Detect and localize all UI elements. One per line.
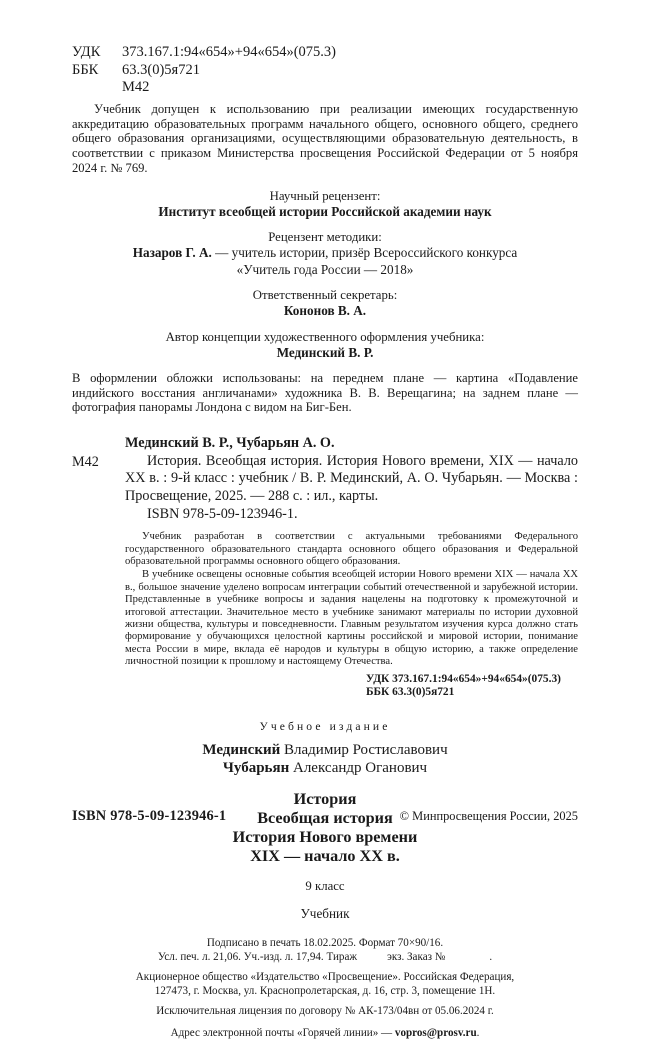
footer-copyright: © Минпросвещения России, 2025 [399,809,578,823]
imprint-line-2-b: экз. Заказ № [387,950,446,963]
hotline-email-line [72,1026,578,1040]
method-reviewer-rest: — учитель истории, призёр Всероссийского конкурса [211,245,518,261]
approval-paragraph: Учебник допущен к использованию при реализации имеющих государственную аккредитацию образовательных программ начального общего, основного общего, среднего общего образования организациями, осуществляющими образовательную деятельность, в соответствии с приказом Министерства просвещения Российской Федерации от 5 ноября 2024 г. № 769. [72,102,578,175]
bbk-value: 63.3(0)5я721 [122,61,200,78]
method-reviewer-name: Назаров Г. А. [132,245,212,261]
method-reviewer-line [72,245,578,262]
bbk-label: ББК [72,61,99,78]
classification-codes [72,44,336,97]
author-mark: М42 [122,79,150,95]
edition-authors [72,741,578,778]
publisher-line-2: 127473, г. Москва, ул. Краснопролетарская, д. 16, стр. 3, помещение 1Н. [154,985,496,998]
license-line: Исключительная лицензия по договору № АК-173/04вн от 05.06.2024 г. [156,1005,494,1018]
title-line-1: История [293,789,357,808]
email-suffix: . [476,1026,480,1039]
edition-title [72,790,578,867]
title-line-2: Всеобщая история [257,808,393,827]
edition-author-1-given: Владимир Ростиславович [280,741,448,758]
publisher-address [72,970,578,998]
secretary-label: Ответственный секретарь: [252,288,398,303]
publisher-line-1: Акционерное общество «Издательство «Просвещение». Российская Федерация, [135,970,515,983]
edition-book-kind: Учебник [300,905,350,921]
secretary-name: Кононов В. А. [283,303,367,319]
method-reviewer-contest: «Учитель года России — 2018» [236,261,414,277]
title-line-3: История Нового времени [232,828,418,847]
page-footer [72,808,578,825]
imprint-line-2-a: Усл. печ. л. 21,06. Уч.-изд. л. 17,94. Тираж [157,950,358,963]
biblio-author-mark: М42 [72,454,99,471]
annotation-paragraph-1: Учебник разработан в соответствии с актуальными требованиями Федерального государственного образовательного стандарта основного общего образования и Федеральной образовательной программы основного общего образования. [125,531,578,567]
classification-codes-bottom [366,673,561,700]
udk-bottom: УДК 373.167.1:94«654»+94«654»(075.3) [366,672,561,685]
edition-author-1-surname: Мединский [202,741,281,758]
hotline-email[interactable]: vopros@prosv.ru [394,1026,477,1039]
edition-author-2-surname: Чубарьян [222,760,290,777]
design-concept-label: Автор концепции художественного оформления учебника: [165,329,485,344]
imprint-print-data [72,936,578,964]
credits-block [72,188,578,221]
biblio-isbn: ISBN 978-5-09-123946-1. [147,505,298,522]
bibliographic-record [72,435,578,523]
udk-value: 373.167.1:94«654»+94«654»(075.3) [122,44,336,60]
bbk-bottom: ББК 63.3(0)5я721 [366,686,455,699]
annotation-paragraph-2: В учебнике освещены основные события всеобщей истории Нового времени XIX — начала XX в., большое значение уделено вопросам интеграции событий отечественной и зарубежной истории. Представленные в учебнике вопросы и задания нацелены на подготовку к промежуточной и итоговой аттестации. Значительное место в учебнике занимают материалы по истории духовной жизни общества, культуры и повседневности. Главным результатом изучения курса должно стать формирование у обучающихся целостной картины российской и мировой истории, понимание места России в мире, вклада её народов и культуры в общую историю, а также определение личностной позиции к прошлому и настоящему Отечества. [125,569,578,668]
edition-author-2 [72,759,578,778]
biblio-authors: Мединский В. Р., Чубарьян А. О. [125,435,335,452]
method-reviewer-block [72,229,578,278]
scientific-reviewer-name: Институт всеобщей истории Российской академии наук [158,203,492,219]
udk-label: УДК [72,44,101,60]
udk-row [72,44,336,62]
method-reviewer-label: Рецензент методики: [268,230,382,245]
email-prefix: Адрес электронной почты «Горячей линии» — [170,1026,395,1039]
biblio-description: История. Всеобщая история. История Нового времени, XIX — начало XX в. : 9-й класс : учебник / В. Р. Мединский, А. О. Чубарьян. — Москва : Просвещение, 2025. — 288 с. : ил., карты. [125,452,578,504]
imprint-line-2-c: . [489,950,493,963]
imprint-line-1: Подписано в печать 18.02.2025. Формат 70×90/16. [206,936,444,949]
scientific-reviewer-label: Научный рецензент: [269,188,381,203]
imprint-line-2 [72,950,578,964]
edition-author-2-given: Александр Оганович [289,760,428,777]
footer-isbn: ISBN 978-5-09-123946-1 [72,808,227,824]
design-concept-name: Мединский В. Р. [276,344,374,360]
design-concept-block [72,329,578,362]
bbk-row [72,62,336,80]
secretary-block [72,287,578,320]
edition-grade: 9 класс [305,878,345,893]
cover-note: В оформлении обложки использованы: на переднем плане — картина «Подавление индийского восстания англичанами» художника В. В. Верещагина; на заднем плане — фотография панорамы Лондона с видом на Биг-Бен. [72,371,578,415]
edition-author-1 [72,741,578,760]
edition-kind-label: Учебное издание [259,719,391,733]
title-line-4: XIX — начало XX в. [250,847,400,866]
